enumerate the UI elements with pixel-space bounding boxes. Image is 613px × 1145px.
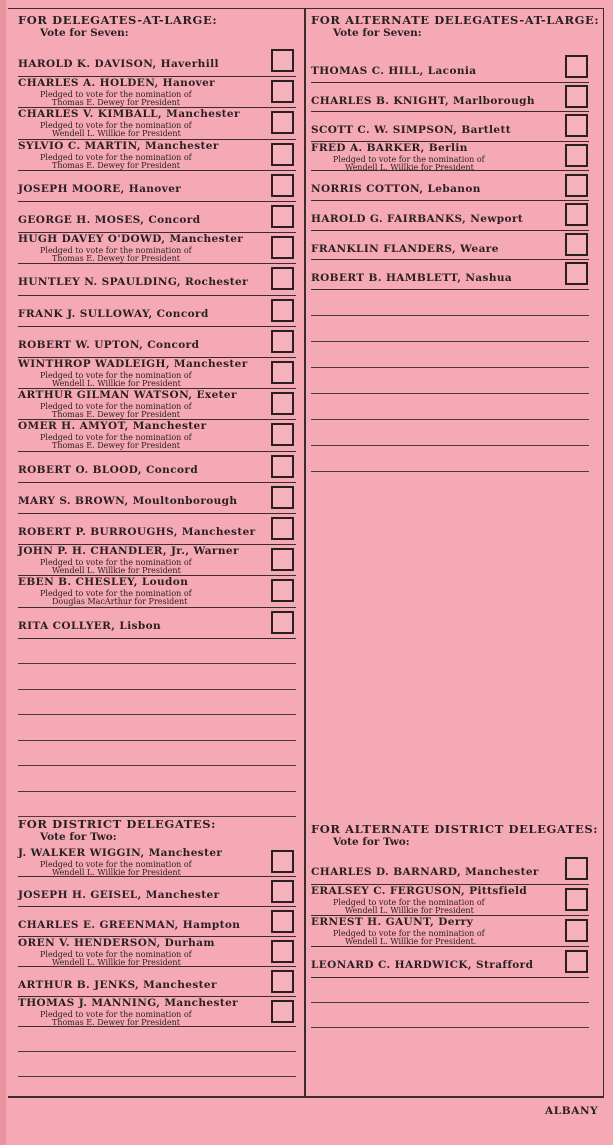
candidate-name (18, 358, 248, 370)
vote-checkbox[interactable] (565, 950, 588, 973)
at-large-header (18, 13, 217, 40)
alt-district-title: FOR ALTERNATE DISTRICT DELEGATES: (311, 822, 599, 836)
alt-at-large-header (311, 13, 599, 40)
candidate-row (311, 884, 589, 916)
candidate-row (18, 419, 296, 451)
vote-checkbox[interactable] (565, 919, 588, 942)
candidate-surname: CHARLES A. HOLDEN, (18, 77, 159, 90)
candidate-name (311, 243, 499, 255)
candidate-name (18, 58, 219, 70)
vote-checkbox[interactable] (271, 80, 294, 103)
candidate-name (18, 545, 239, 557)
vote-checkbox[interactable] (271, 423, 294, 446)
candidate-name (18, 526, 256, 538)
pledge-line: Pledged to vote for the nomination of (40, 90, 192, 100)
pledge-candidate: Douglas MacArthur for President (52, 597, 188, 607)
vote-checkbox[interactable] (271, 392, 294, 415)
pledge-candidate: Wendell L. Willkie for President (52, 566, 181, 576)
candidate-surname: CHARLES E. GREENMAN, (18, 919, 179, 931)
vote-checkbox[interactable] (271, 299, 294, 322)
candidate-town: Loudon (137, 576, 189, 589)
alt-district-subtitle: Vote for Two: (333, 836, 410, 848)
candidate-name (18, 389, 237, 401)
candidate-surname: CHARLES V. KIMBALL, (18, 108, 163, 121)
candidate-town: Concord (141, 463, 199, 476)
vote-checkbox[interactable] (271, 517, 294, 540)
candidate-town: Warner (189, 545, 239, 558)
candidate-town: Manchester (165, 233, 244, 246)
write-in-line[interactable] (18, 714, 296, 715)
candidate-surname: ERNEST H. GAUNT, (311, 916, 435, 928)
candidate-town: Manchester (144, 847, 223, 859)
right-rule (603, 8, 604, 1096)
candidate-surname: GEORGE H. MOSES, (18, 214, 145, 226)
pledge-candidate: Thomas E. Dewey for President (52, 410, 180, 420)
candidate-surname: NORRIS COTTON, (311, 183, 424, 196)
candidate-surname: HAROLD G. FAIRBANKS, (311, 213, 467, 225)
candidate-surname: SCOTT C. W. SIMPSON, (311, 124, 458, 137)
write-in-line[interactable] (311, 445, 589, 446)
pledge-line: Pledged to vote for the nomination of (40, 589, 192, 599)
pledge-line: Pledged to vote for the nomination of (40, 402, 192, 412)
candidate-name (18, 77, 215, 89)
candidate-row (18, 326, 296, 358)
candidate-row (18, 607, 296, 639)
candidate-row (311, 170, 589, 201)
pledge-candidate: Wendell L. Willkie for President. (345, 937, 477, 946)
candidate-town: Lebanon (423, 183, 481, 196)
write-in-line[interactable] (18, 765, 296, 766)
candidate-row (18, 232, 296, 264)
vote-checkbox[interactable] (565, 114, 588, 137)
candidate-row (18, 544, 296, 576)
candidate-row (18, 45, 296, 77)
candidate-name (311, 959, 533, 971)
candidate-town: Manchester (141, 889, 220, 901)
candidate-name (18, 140, 219, 152)
candidate-row (18, 170, 296, 202)
candidate-surname: HUGH DAVEY O'DOWD, (18, 233, 166, 246)
write-in-line[interactable] (311, 1027, 589, 1028)
candidate-row (18, 936, 296, 967)
candidate-town: Hanover (158, 77, 216, 90)
candidate-town: Concord (143, 338, 200, 351)
candidate-town: Laconia (423, 65, 477, 77)
candidate-surname: SYLVIO C. MARTIN, (18, 139, 141, 152)
pledge-candidate: Wendell L. Willkie for President (52, 868, 181, 877)
write-in-line[interactable] (311, 393, 589, 394)
pledge-candidate: Thomas E. Dewey for President (52, 441, 180, 451)
candidate-row (18, 263, 296, 295)
candidate-town: Moultonborough (128, 494, 238, 507)
candidate-name (18, 464, 198, 476)
write-in-line[interactable] (18, 689, 296, 690)
pledge-candidate: Wendell L. Willkie for President (52, 129, 181, 139)
candidate-name (311, 95, 535, 107)
pledge-line: Pledged to vote for the nomination of (40, 860, 192, 869)
candidate-surname: CHARLES D. BARNARD, (311, 866, 462, 878)
write-in-line[interactable] (311, 341, 589, 342)
candidate-row (18, 107, 296, 139)
district-header (18, 817, 216, 844)
vote-checkbox[interactable] (271, 486, 294, 509)
page-edge (0, 0, 6, 1145)
candidate-town: Hanover (124, 182, 182, 195)
candidate-row (18, 482, 296, 514)
candidate-name (18, 276, 248, 288)
candidate-row (18, 906, 296, 937)
candidate-name (311, 213, 523, 225)
write-in-line[interactable] (18, 816, 296, 817)
candidate-town: Exeter (192, 389, 237, 402)
candidate-town: Strafford (472, 959, 534, 971)
pledge-line: Pledged to vote for the nomination of (40, 152, 192, 162)
candidate-town: Rochester (180, 276, 249, 289)
candidate-town: Manchester (139, 979, 217, 991)
write-in-line[interactable] (311, 1002, 589, 1003)
pledge-line: Pledged to vote for the nomination of (40, 1010, 192, 1019)
pledge-candidate: Wendell L. Willkie for President (52, 958, 181, 967)
candidate-row (311, 82, 589, 113)
candidate-town: Manchester (128, 420, 207, 433)
candidate-row (18, 876, 296, 907)
candidate-surname: OREN V. HENDERSON, (18, 937, 161, 949)
candidate-name (18, 214, 200, 226)
candidate-row (18, 575, 296, 607)
candidate-surname: FRANKLIN FLANDERS, (311, 242, 457, 255)
candidate-name (18, 847, 222, 859)
candidate-row (18, 76, 296, 108)
vote-checkbox[interactable] (565, 174, 588, 197)
candidate-surname: THOMAS C. HILL, (311, 65, 424, 77)
candidate-surname: ROBERT O. BLOOD, (18, 463, 142, 476)
candidate-town: Hampton (178, 919, 241, 931)
candidate-surname: ROBERT W. UPTON, (18, 338, 144, 351)
vote-checkbox[interactable] (565, 144, 588, 167)
candidate-row (18, 846, 296, 877)
candidate-town: Concord (152, 307, 209, 320)
pledge-line: Pledged to vote for the nomination of (40, 558, 192, 568)
candidate-town: Haverhill (156, 58, 219, 70)
candidate-name (18, 979, 217, 991)
candidate-surname: JOSEPH MOORE, (18, 182, 125, 195)
pledge-line: Pledged to vote for the nomination of (40, 950, 192, 959)
candidate-town: Manchester (162, 108, 240, 121)
candidate-surname: OMER H. AMYOT, (18, 420, 129, 433)
pledge-line: Pledged to vote for the nomination of (40, 246, 192, 256)
at-large-subtitle: Vote for Seven: (40, 27, 129, 39)
vote-checkbox[interactable] (565, 85, 588, 108)
candidate-town: Durham (160, 937, 215, 949)
printer-footer: ALBANY (545, 1105, 599, 1117)
alt-district-header (311, 822, 598, 849)
pledge-candidate: Thomas E. Dewey for President (52, 160, 180, 170)
candidate-name (18, 620, 161, 632)
vote-checkbox[interactable] (271, 236, 294, 259)
candidate-surname: ERALSEY C. FERGUSON, (311, 885, 466, 897)
candidate-name (18, 339, 199, 351)
at-large-title: FOR DELEGATES-AT-LARGE: (18, 13, 218, 27)
vote-checkbox[interactable] (271, 910, 294, 933)
candidate-name (18, 576, 188, 588)
candidate-town: Marlborough (449, 94, 535, 107)
candidate-row (18, 357, 296, 389)
write-in-line[interactable] (311, 315, 589, 316)
vote-checkbox[interactable] (271, 111, 294, 134)
candidate-name (18, 420, 207, 432)
vote-checkbox[interactable] (565, 233, 588, 256)
district-subtitle: Vote for Two: (40, 831, 117, 843)
pledge-candidate: Thomas E. Dewey for President (52, 1018, 180, 1027)
candidate-row (311, 853, 589, 885)
candidate-row (18, 513, 296, 545)
candidate-row (18, 451, 296, 483)
candidate-surname: HUNTLEY N. SPAULDING, (18, 276, 181, 289)
candidate-surname: JOHN P. H. CHANDLER, Jr., (18, 545, 190, 558)
pledge-line: Pledged to vote for the nomination of (333, 898, 485, 907)
pledge-line: Pledged to vote for the nomination of (40, 121, 192, 131)
alt-at-large-title: FOR ALTERNATE DELEGATES-AT-LARGE: (311, 13, 600, 27)
candidate-town: Lisbon (115, 619, 162, 632)
vote-checkbox[interactable] (271, 49, 294, 72)
candidate-surname: ROBERT P. BURROUGHS, (18, 526, 178, 538)
candidate-town: Derry (434, 916, 474, 928)
vote-checkbox[interactable] (271, 940, 294, 963)
candidate-name (18, 889, 220, 901)
write-in-line[interactable] (311, 471, 589, 472)
candidate-name (311, 916, 473, 928)
vote-checkbox[interactable] (271, 330, 294, 353)
candidate-town: Concord (144, 214, 201, 226)
candidate-row (311, 200, 589, 231)
candidate-row (311, 230, 589, 261)
candidate-surname: FRED A. BARKER, (311, 141, 425, 154)
vote-checkbox[interactable] (271, 970, 294, 993)
candidate-town: Bartlett (457, 124, 511, 137)
vote-checkbox[interactable] (271, 143, 294, 166)
pledge-candidate: Thomas E. Dewey for President (52, 254, 180, 264)
candidate-name (311, 885, 527, 897)
candidate-surname: HAROLD K. DAVISON, (18, 58, 157, 70)
vote-checkbox[interactable] (565, 55, 588, 78)
candidate-town: Manchester (160, 997, 239, 1009)
pledge-candidate: Wendell L. Willkie for President (52, 379, 181, 388)
vote-checkbox[interactable] (271, 611, 294, 634)
candidate-town: Manchester (461, 866, 539, 878)
vote-checkbox[interactable] (271, 174, 294, 197)
candidate-row (18, 201, 296, 233)
candidate-town: Weare (456, 242, 499, 255)
top-rule (8, 8, 604, 9)
vote-checkbox[interactable] (271, 880, 294, 903)
write-in-line[interactable] (18, 791, 296, 792)
vote-checkbox[interactable] (271, 1000, 294, 1023)
candidate-town: Newport (466, 213, 524, 225)
candidate-row (18, 966, 296, 997)
candidate-surname: CHARLES B. KNIGHT, (311, 94, 449, 107)
candidate-row (18, 139, 296, 171)
candidate-row (311, 259, 589, 290)
candidate-town: Manchester (169, 358, 248, 370)
pledge-candidate: Thomas E. Dewey for President (52, 98, 180, 108)
candidate-name (18, 997, 238, 1009)
candidate-name (18, 495, 237, 507)
vote-checkbox[interactable] (271, 455, 294, 478)
candidate-surname: MARY S. BROWN, (18, 494, 129, 507)
vote-checkbox[interactable] (271, 548, 294, 571)
candidate-name (18, 937, 215, 949)
write-in-line[interactable] (311, 419, 589, 420)
candidate-row (18, 295, 296, 327)
pledge-line: Pledged to vote for the nomination of (333, 154, 485, 164)
candidate-name (311, 183, 481, 195)
candidate-name (311, 124, 511, 136)
candidate-surname: FRANK J. SULLOWAY, (18, 307, 153, 320)
candidate-name (311, 142, 468, 154)
candidate-name (18, 108, 240, 120)
candidate-name (18, 233, 243, 245)
write-in-line[interactable] (311, 367, 589, 368)
write-in-line[interactable] (18, 663, 296, 664)
candidate-row (311, 52, 589, 83)
vote-checkbox[interactable] (271, 205, 294, 228)
candidate-town: Manchester (177, 526, 256, 538)
candidate-surname: ROBERT B. HAMBLETT, (311, 272, 462, 285)
write-in-line[interactable] (18, 1051, 296, 1052)
pledge-candidate: Wendell L. Willkie for President (345, 906, 474, 915)
write-in-line[interactable] (18, 1076, 296, 1077)
candidate-name (311, 272, 512, 284)
candidate-surname: WINTHROP WADLEIGH, (18, 358, 170, 370)
vote-checkbox[interactable] (271, 850, 294, 873)
bottom-rule (8, 1096, 604, 1098)
vote-checkbox[interactable] (271, 579, 294, 602)
candidate-surname: ARTHUR GILMAN WATSON, (18, 389, 193, 402)
district-title: FOR DISTRICT DELEGATES: (18, 817, 216, 831)
candidate-row (311, 141, 589, 172)
pledge-line: Pledged to vote for the nomination of (40, 433, 192, 443)
candidate-row (311, 111, 589, 142)
vote-checkbox[interactable] (565, 262, 588, 285)
alt-at-large-subtitle: Vote for Seven: (333, 27, 422, 39)
candidate-name (311, 866, 539, 878)
candidate-town: Manchester (140, 139, 219, 152)
vote-checkbox[interactable] (565, 857, 588, 880)
candidate-name (18, 308, 209, 320)
candidate-name (18, 183, 181, 195)
vote-checkbox[interactable] (565, 203, 588, 226)
candidate-town: Pittsfield (465, 885, 528, 897)
candidate-name (311, 65, 477, 77)
candidate-row (311, 915, 589, 947)
candidate-surname: RITA COLLYER, (18, 619, 116, 632)
candidate-surname: JOSEPH H. GEISEL, (18, 889, 142, 901)
column-divider (304, 8, 306, 1096)
candidate-surname: THOMAS J. MANNING, (18, 997, 161, 1009)
pledge-line: Pledged to vote for the nomination of (40, 371, 192, 380)
vote-checkbox[interactable] (271, 267, 294, 290)
vote-checkbox[interactable] (565, 888, 588, 911)
candidate-row (18, 996, 296, 1027)
candidate-surname: J. WALKER WIGGIN, (18, 847, 145, 859)
pledge-line: Pledged to vote for the nomination of (333, 929, 485, 938)
pledge-candidate: Wendell L. Willkie for President (345, 162, 474, 172)
candidate-row (18, 388, 296, 420)
candidate-town: Nashua (461, 272, 513, 285)
write-in-line[interactable] (18, 740, 296, 741)
candidate-surname: LEONARD C. HARDWICK, (311, 959, 472, 971)
candidate-surname: ARTHUR B. JENKS, (18, 979, 140, 991)
candidate-surname: EBEN B. CHESLEY, (18, 576, 138, 589)
vote-checkbox[interactable] (271, 361, 294, 384)
candidate-town: Berlin (424, 141, 468, 154)
candidate-name (18, 919, 240, 931)
candidate-row (311, 946, 589, 978)
